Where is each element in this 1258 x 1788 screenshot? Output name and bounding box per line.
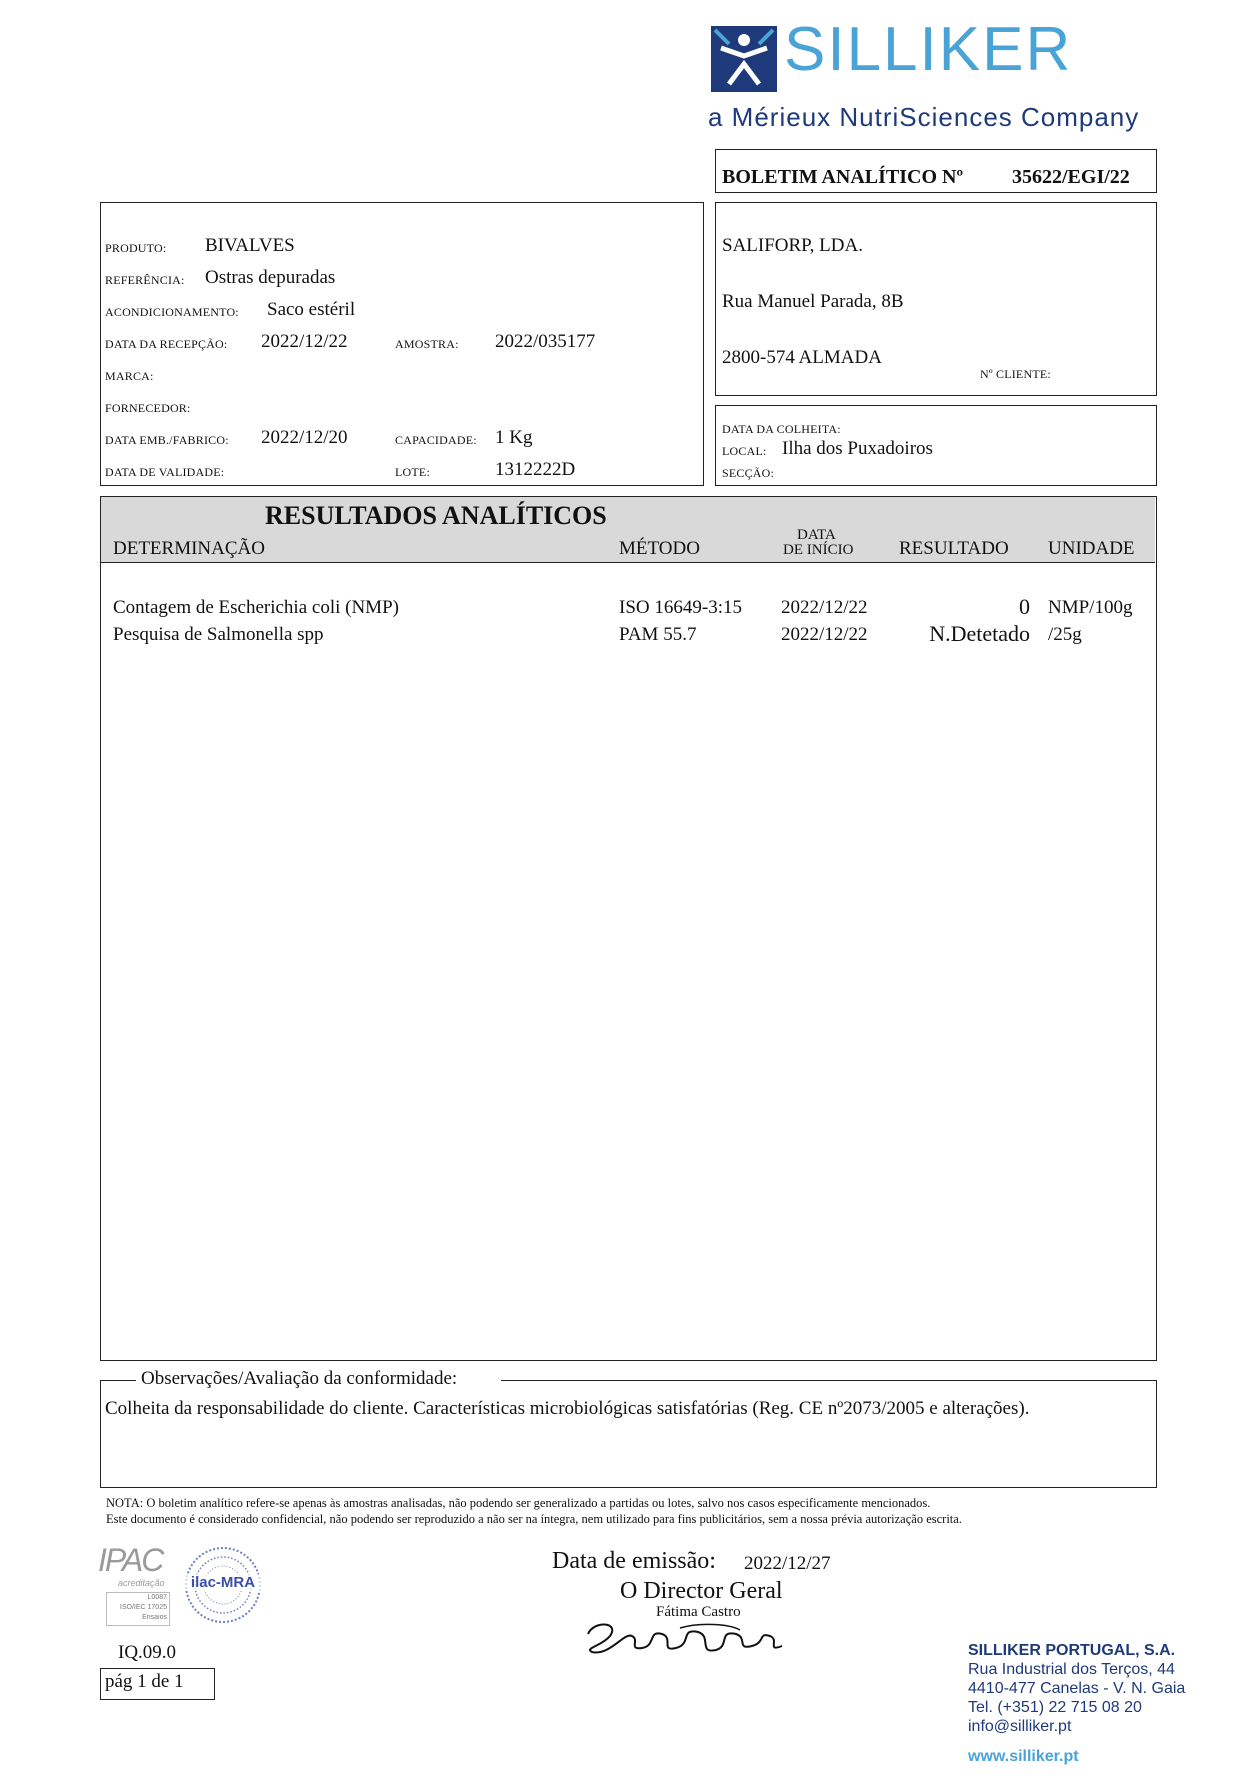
- capacidade-label: CAPACIDADE:: [395, 433, 477, 447]
- row-metodo: ISO 16649-3:15: [619, 597, 742, 618]
- table-row: [101, 594, 1155, 623]
- company-address-1: Rua Industrial dos Terços, 44: [968, 1661, 1175, 1678]
- local-label: LOCAL:: [722, 444, 767, 458]
- client-name: SALIFORP, LDA.: [722, 235, 863, 256]
- row-unidade: /25g: [1048, 624, 1082, 645]
- capacidade-value: 1 Kg: [495, 427, 533, 448]
- client-number-label: Nº CLIENTE:: [980, 367, 1051, 381]
- fornecedor-label: FORNECEDOR:: [105, 401, 191, 415]
- emb-label: DATA EMB./FABRICO:: [105, 433, 229, 447]
- company-email[interactable]: info@silliker.pt: [968, 1718, 1072, 1735]
- produto-label: PRODUTO:: [105, 241, 167, 255]
- colheita-label: DATA DA COLHEITA:: [722, 422, 841, 436]
- logo-brand: SILLIKER: [784, 15, 1073, 84]
- harvest-info-box: [715, 405, 1157, 486]
- client-street: Rua Manuel Parada, 8B: [722, 291, 904, 312]
- validade-label: DATA DE VALIDADE:: [105, 465, 225, 479]
- col-unidade: UNIDADE: [1048, 538, 1135, 559]
- row-unidade: NMP/100g: [1048, 597, 1133, 618]
- ipac-code-1: L0087: [147, 1594, 167, 1601]
- ipac-code-2: ISO/IEC 17025: [119, 1604, 167, 1611]
- company-name: SILLIKER PORTUGAL, S.A.: [968, 1642, 1176, 1659]
- seccao-label: SECÇÃO:: [722, 466, 775, 480]
- logo-tagline: a Mérieux NutriSciences Company: [708, 102, 1140, 132]
- observations-top-left-line: [100, 1380, 136, 1381]
- local-value: Ilha dos Puxadoiros: [782, 438, 933, 459]
- ilac-text: ilac-MRA: [184, 1574, 262, 1591]
- observations-top-right-line: [501, 1380, 1157, 1381]
- results-header-band: [101, 497, 1155, 563]
- acond-label: ACONDICIONAMENTO:: [105, 305, 239, 319]
- ipac-code-box: [106, 1592, 170, 1626]
- emb-value: 2022/12/20: [261, 427, 348, 448]
- director-name: Fátima Castro: [656, 1604, 741, 1620]
- logo-emblem: [711, 26, 777, 92]
- col-metodo: MÉTODO: [619, 538, 700, 559]
- company-phone: Tel. (+351) 22 715 08 20: [968, 1699, 1142, 1716]
- row-resultado: N.Detetado: [929, 621, 1030, 646]
- nota-line-2: Este documento é considerado confidencial, não podendo ser reproduzido a não ser na íntegra, nem utilizado para fins publicitários, sem a nossa prévia autorização escrita.: [106, 1512, 962, 1526]
- referencia-value: Ostras depuradas: [205, 267, 336, 288]
- report-label: BOLETIM ANALÍTICO Nº: [722, 166, 964, 188]
- col-data-bottom: DE INÍCIO: [783, 542, 854, 558]
- ipac-logo: [98, 1542, 174, 1628]
- observations-legend: Observações/Avaliação da conformidade:: [141, 1368, 458, 1389]
- client-city: 2800-574 ALMADA: [722, 347, 882, 368]
- col-determinacao: DETERMINAÇÃO: [113, 538, 265, 559]
- form-code: IQ.09.0: [118, 1642, 177, 1663]
- col-data-top: DATA: [797, 527, 836, 543]
- row-resultado: 0: [1019, 594, 1030, 619]
- observations-box: [100, 1368, 1157, 1488]
- report-number: 35622/EGI/22: [1012, 166, 1130, 188]
- col-resultado: RESULTADO: [899, 538, 1009, 559]
- company-address-2: 4410-477 Canelas - V. N. Gaia: [968, 1680, 1186, 1697]
- emission-date: 2022/12/27: [744, 1553, 831, 1574]
- ilac-logo: [184, 1546, 262, 1624]
- row-determinacao: Pesquisa de Salmonella spp: [113, 624, 324, 645]
- company-website[interactable]: www.silliker.pt: [968, 1748, 1079, 1765]
- referencia-label: REFERÊNCIA:: [105, 273, 185, 287]
- nota-line-1: NOTA: O boletim analítico refere-se apenas às amostras analisadas, não podendo ser generalizado a partidas ou lotes, salvo nos casos especificamente mencionados.: [106, 1496, 931, 1510]
- amostra-label: AMOSTRA:: [395, 337, 459, 351]
- row-metodo: PAM 55.7: [619, 624, 697, 645]
- emission-label: Data de emissão:: [552, 1548, 716, 1574]
- client-info-box: [715, 202, 1157, 396]
- recepcao-value: 2022/12/22: [261, 331, 348, 352]
- ipac-mark: IPAC: [98, 1542, 163, 1578]
- lote-value: 1312222D: [495, 459, 576, 480]
- director-title: O Director Geral: [620, 1578, 783, 1604]
- marca-label: MARCA:: [105, 369, 154, 383]
- table-row: [101, 621, 1155, 650]
- amostra-value: 2022/035177: [495, 331, 596, 352]
- produto-value: BIVALVES: [205, 235, 295, 256]
- row-data: 2022/12/22: [781, 624, 868, 645]
- product-info-box: [100, 202, 704, 486]
- signature-icon: [580, 1612, 810, 1662]
- acond-value: Saco estéril: [267, 299, 356, 320]
- row-determinacao: Contagem de Escherichia coli (NMP): [113, 597, 399, 618]
- company-logo: [706, 15, 1154, 140]
- results-title: RESULTADOS ANALÍTICOS: [265, 501, 607, 530]
- logo-figure-icon: [711, 26, 777, 92]
- report-number-box: [715, 149, 1157, 193]
- page-indicator-text: pág 1 de 1: [105, 1671, 184, 1692]
- page-indicator: [100, 1668, 215, 1700]
- lote-label: LOTE:: [395, 465, 430, 479]
- observations-text: Colheita da responsabilidade do cliente. Características microbiológicas satisfatórias (Reg. CE nº2073/2005 e alterações).: [105, 1398, 1030, 1419]
- recepcao-label: DATA DA RECEPÇÃO:: [105, 337, 228, 351]
- row-data: 2022/12/22: [781, 597, 868, 618]
- ipac-subtitle: acreditação: [118, 1578, 165, 1588]
- results-box: [100, 496, 1157, 1361]
- ipac-code-3: Ensaios: [142, 1614, 167, 1621]
